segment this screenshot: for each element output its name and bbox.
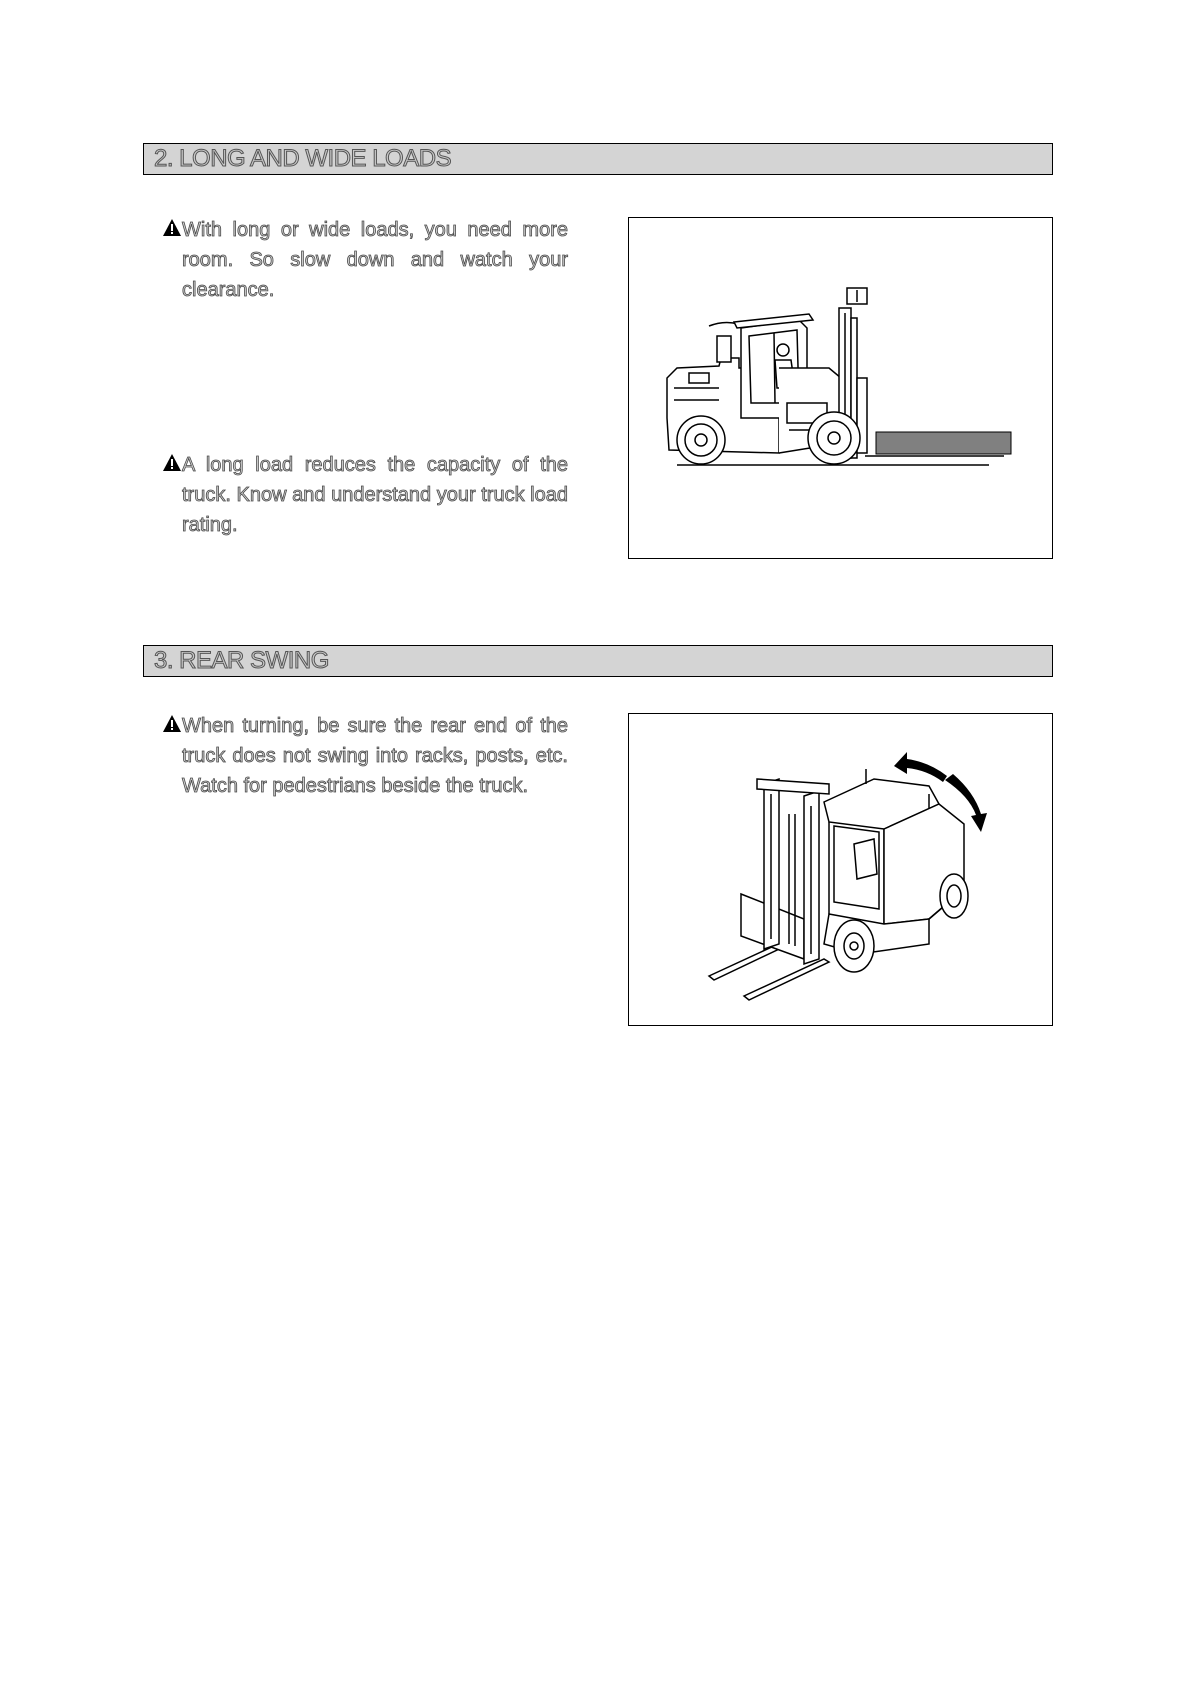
forklift-side-view-illustration (629, 218, 1052, 558)
long-load-bar (876, 432, 1011, 454)
warning-text: A long load reduces the capacity of the truck. Know and understand your truck load rating. (182, 454, 568, 536)
warning-item (162, 711, 568, 801)
warning-item (162, 450, 568, 540)
warning-item (162, 215, 568, 305)
figure-long-load-forklift (628, 217, 1053, 559)
warning-triangle-icon (162, 218, 182, 237)
section-title: 3. REAR SWING (154, 647, 329, 674)
warning-triangle-icon (162, 453, 182, 472)
section-title: 2. LONG AND WIDE LOADS (154, 145, 452, 172)
figure-rear-swing-forklift (628, 713, 1053, 1026)
section-header-rear-swing (143, 645, 1053, 677)
warning-triangle-icon (162, 714, 182, 733)
warning-text: When turning, be sure the rear end of the truck does not swing into racks, posts, etc. Watch for pedestrians beside the truck. (182, 715, 568, 797)
section-header-long-wide-loads (143, 143, 1053, 175)
forklift-perspective-illustration (629, 714, 1052, 1025)
warning-text: With long or wide loads, you need more room. So slow down and watch your clearance. (182, 219, 568, 301)
